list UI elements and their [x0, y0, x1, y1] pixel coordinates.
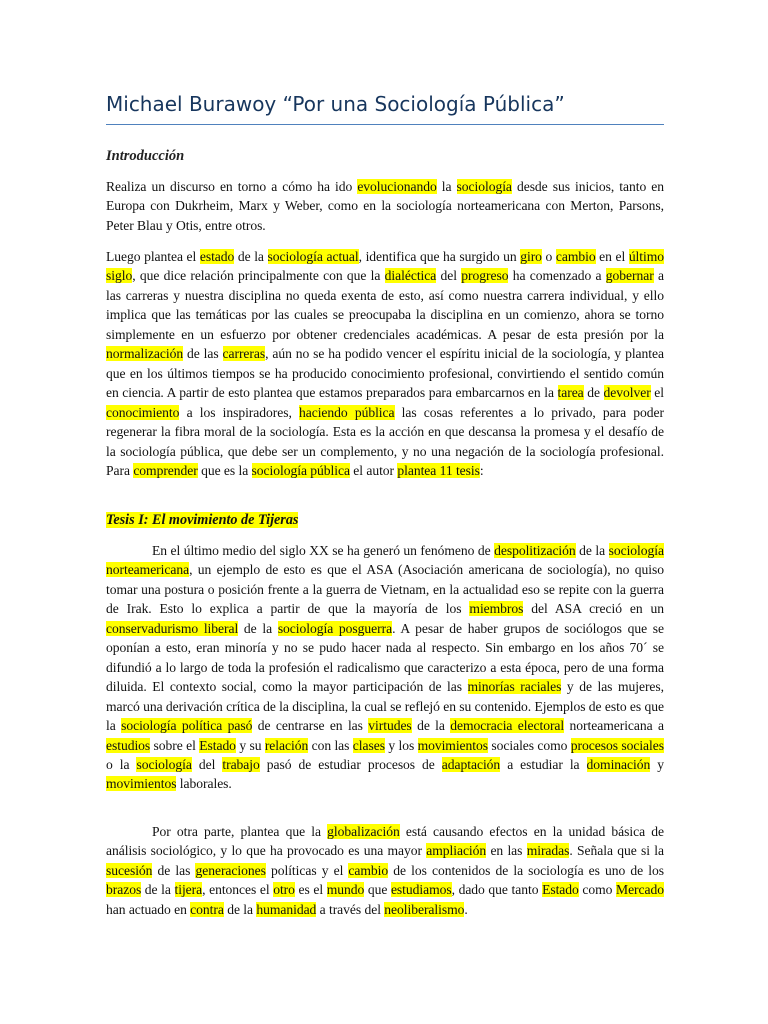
- text-run: :: [479, 462, 484, 478]
- text-run: , que dice relación principalmente con que la: [132, 268, 385, 284]
- highlighted-text: movimientos: [417, 737, 489, 753]
- highlighted-text: Mercado: [616, 882, 664, 898]
- text-run: . A pesar de haber grupos de sociólogos que se oponían a esto, eran minoría y no se pudo hacer nada al respecto. Sin embargo en los años 70´ se difundió a lo largo de toda la profesión el radicalismo que caracterizo a esta época, pero de una forma diluida. El contexto social, como la mayor participación de las: [106, 620, 665, 695]
- text-run: de la: [141, 882, 175, 898]
- highlighted-text: sociología: [136, 756, 192, 772]
- title-underline-rule: [106, 124, 664, 125]
- highlighted-text: globalización: [327, 824, 400, 839]
- highlighted-text: ampliación: [426, 843, 487, 859]
- text-run: , aún no se ha podido vencer el espíritu inicial de la sociología, y plantea que en los últimos tiempos se ha producido conocimiento profesional, convirtiendo el sentido común en ciencia. A partir de esto plantea que estamos preparados para embarcarnos en la: [106, 346, 664, 401]
- highlighted-text: dialéctica: [384, 268, 437, 284]
- highlighted-text: estudios: [106, 737, 151, 753]
- highlighted-text: sociología pública: [251, 462, 350, 478]
- highlighted-text: sociología política pasó: [121, 718, 253, 734]
- text-run: en el: [595, 249, 629, 264]
- highlighted-text: plantea 11 tesis: [397, 462, 480, 478]
- highlighted-text: progreso: [461, 268, 509, 284]
- text-run: que es la: [197, 462, 252, 478]
- text-run: de la: [411, 718, 451, 734]
- text-run: sociales como: [488, 737, 571, 753]
- highlighted-text: normalización: [106, 346, 184, 362]
- text-run: Realiza un discurso en torno a cómo ha ido: [106, 179, 358, 194]
- text-run: del: [191, 756, 223, 772]
- text-run: el: [650, 385, 664, 401]
- highlighted-text: adaptación: [441, 756, 501, 772]
- text-run: de centrarse en las: [252, 718, 369, 734]
- text-run: en las: [486, 843, 527, 859]
- text-run: políticas y el: [265, 862, 349, 878]
- highlighted-text: relación: [264, 737, 309, 753]
- highlighted-text: virtudes: [368, 718, 412, 734]
- highlighted-text: Estado: [199, 737, 236, 753]
- highlighted-text: sociología posguerra: [277, 620, 393, 636]
- tesis-heading: [106, 510, 298, 530]
- highlighted-text: giro: [520, 249, 542, 264]
- highlighted-text: neoliberalismo: [384, 901, 465, 917]
- highlighted-text: Estado: [542, 882, 579, 898]
- text-run: de la: [234, 249, 268, 264]
- highlighted-text: despolitización: [494, 543, 576, 558]
- highlighted-text: último siglo: [106, 249, 665, 284]
- highlighted-text: generaciones: [195, 862, 266, 878]
- highlighted-text: humanidad: [256, 901, 317, 917]
- text-run: a través del: [316, 901, 385, 917]
- text-run: del ASA creció en un: [523, 601, 664, 617]
- highlighted-text: trabajo: [222, 756, 260, 772]
- text-run: a las carreras y nuestra disciplina no queda exenta de esto, así como nuestra carrera individual, y ello implica que las temáticas por las cuales se preocupaba la disciplina en un comienzo, ahora se torno simplemente en un esfuerzo por obtener credenciales académicas. A pesar de esta presión por la: [106, 268, 664, 342]
- text-run: En el último medio del siglo XX se ha generó un fenómeno de: [152, 543, 495, 558]
- highlighted-text: sociología actual: [267, 249, 359, 264]
- text-run: el autor: [349, 462, 398, 478]
- text-run: desde sus inicios, tanto en Europa con Dukrheim, Marx y Weber, como en la sociología norteamericana con Merton, Parsons, Peter Blau y Otis, entre otros.: [106, 179, 664, 233]
- text-run: es el: [294, 882, 327, 898]
- paragraph-4: [106, 822, 664, 919]
- text-run: de las: [183, 346, 223, 362]
- text-run: pasó de estudiar procesos de: [259, 756, 442, 772]
- highlighted-text: democracia electoral: [450, 718, 565, 734]
- text-run: han actuado en: [106, 901, 191, 917]
- text-run: .: [464, 901, 468, 917]
- highlighted-text: comprender: [133, 462, 198, 478]
- text-run: y su: [235, 737, 265, 753]
- text-run: o la: [106, 756, 137, 772]
- text-run: y los: [384, 737, 418, 753]
- highlighted-text: estado: [199, 249, 235, 264]
- text-run: a estudiar la: [500, 756, 587, 772]
- text-run: de la: [575, 543, 609, 558]
- text-run: las cosas referentes a lo privado, para poder regenerar la fibra moral de la sociología. Esta es la acción en que descansa la promesa y el desafío de la sociología pública, que debe ser un complemento, y no una negación de la sociología profesional. Para: [106, 404, 664, 478]
- text-run: ha comenzado a: [508, 268, 606, 284]
- text-run: , identifica que ha surgido un: [358, 249, 521, 264]
- section-heading-introduccion: Introducción: [106, 148, 185, 164]
- text-run: . Señala que si la: [569, 843, 664, 859]
- text-run: de la: [238, 620, 278, 636]
- highlighted-text: miradas: [526, 843, 570, 859]
- highlighted-text: cambio: [348, 862, 389, 878]
- highlighted-text: sucesión: [106, 862, 153, 878]
- highlighted-text: brazos: [106, 882, 142, 898]
- highlighted-text: haciendo pública: [298, 404, 395, 420]
- highlighted-text: conocimiento: [106, 404, 180, 420]
- text-run: a los inspiradores,: [179, 404, 299, 420]
- highlighted-text: minorías raciales: [467, 679, 562, 695]
- text-run: de la: [223, 901, 257, 917]
- text-run: o: [541, 249, 556, 264]
- highlighted-text: procesos sociales: [570, 737, 664, 753]
- document-title: Michael Burawoy “Por una Sociología Pública”: [106, 92, 565, 116]
- highlighted-text: otro: [273, 882, 295, 898]
- highlighted-text: clases: [352, 737, 385, 753]
- text-run: norteamericana a: [564, 718, 664, 734]
- paragraph-2: [106, 247, 664, 480]
- text-run: , dado que tanto: [451, 882, 543, 898]
- highlighted-text: evolucionando: [357, 179, 437, 194]
- text-run: como: [578, 882, 617, 898]
- text-run: con las: [308, 737, 353, 753]
- text-run: que: [364, 882, 391, 898]
- highlighted-text: gobernar: [605, 268, 654, 284]
- text-run: de las: [152, 862, 196, 878]
- text-run: y: [650, 756, 664, 772]
- highlighted-text: movimientos: [106, 776, 177, 792]
- highlighted-text: cambio: [555, 249, 596, 264]
- paragraph-1: [106, 177, 664, 235]
- text-run: del: [436, 268, 462, 284]
- text-run: la: [436, 179, 457, 194]
- highlighted-text: tarea: [557, 385, 584, 401]
- text-run: Por otra parte, plantea que la: [152, 824, 328, 839]
- text-run: laborales.: [176, 776, 232, 792]
- highlighted-text: contra: [190, 901, 224, 917]
- highlighted-text: devolver: [603, 385, 651, 401]
- highlighted-text: dominación: [586, 756, 651, 772]
- highlighted-text: sociología: [456, 179, 512, 194]
- tesis-heading-text: Tesis I: El movimiento de Tijeras: [106, 512, 299, 528]
- highlighted-text: conservadurismo liberal: [106, 620, 239, 636]
- text-run: está causando efectos en la unidad básica de análisis sociológico, y lo que ha provocado es una mayor: [106, 824, 664, 859]
- text-run: y de las mujeres, marcó una derivación crítica de la disciplina, la cual se reflejó en su contenido. Ejemplos de esto es que la: [106, 679, 664, 734]
- text-run: sobre el: [150, 737, 200, 753]
- highlighted-text: miembros: [469, 601, 524, 617]
- text-run: , un ejemplo de esto es que el ASA (Asociación americana de sociología), no quiso tomar una postura o posición frente a la guerra de Vietnam, en la actualidad eso se repite con la guerra de Irak. Esto lo explica a partir de que la mayoría de los: [106, 562, 664, 617]
- highlighted-text: mundo: [326, 882, 365, 898]
- highlighted-text: carreras: [222, 346, 266, 362]
- text-run: de los contenidos de la sociología es uno de los: [388, 862, 664, 878]
- text-run: Luego plantea el: [106, 249, 200, 264]
- text-run: de: [583, 385, 604, 401]
- highlighted-text: tijera: [174, 882, 203, 898]
- highlighted-text: estudiamos: [390, 882, 452, 898]
- paragraph-3: [106, 541, 664, 794]
- text-run: , entonces el: [202, 882, 274, 898]
- highlighted-text: sociología norteamericana: [106, 543, 664, 578]
